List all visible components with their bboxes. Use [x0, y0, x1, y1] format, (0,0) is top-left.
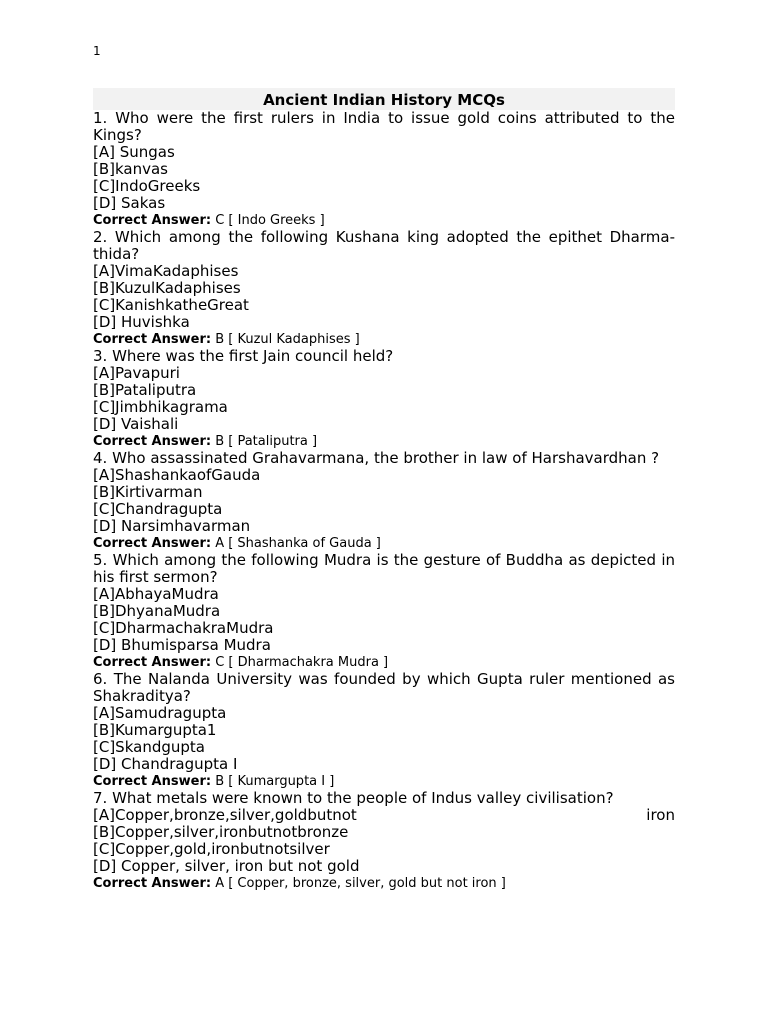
option-a: [A]Pavapuri — [93, 364, 180, 382]
question-block-6 — [93, 671, 675, 790]
option-d: [D] Narsimhavarman — [93, 517, 251, 535]
question-block-2 — [93, 229, 675, 348]
option-c: [C]Copper,gold,ironbutnotsilver — [93, 840, 330, 858]
answer-label: Correct Answer: — [93, 876, 212, 891]
answer-label: Correct Answer: — [93, 213, 212, 228]
option-a-text-end: iron — [646, 806, 675, 824]
option-d: [D] Chandragupta I — [93, 755, 238, 773]
option-c: [C]Chandragupta — [93, 500, 223, 518]
question-text: 1. Who were the first rulers in India to issue gold coins attributed to the Kings? — [93, 109, 675, 144]
question-text: 3. Where was the first Jain council held? — [93, 347, 394, 365]
option-c: [C]IndoGreeks — [93, 177, 201, 195]
correct-answer — [93, 433, 675, 450]
answer-label: Correct Answer: — [93, 536, 212, 551]
question-block-4 — [93, 450, 675, 552]
option-b: [B]Copper,silver,ironbutnotbronze — [93, 823, 349, 841]
option-c: [C]DharmachakraMudra — [93, 619, 274, 637]
correct-answer — [93, 875, 675, 892]
option-b: [B]KuzulKadaphises — [93, 279, 241, 297]
answer-label: Correct Answer: — [93, 774, 212, 789]
question-block-7 — [93, 790, 675, 892]
option-c: [C]KanishkatheGreat — [93, 296, 249, 314]
option-a: [A]Samudragupta — [93, 704, 227, 722]
option-d: [D] Sakas — [93, 194, 166, 212]
document-title: Ancient Indian History MCQs — [93, 88, 675, 110]
option-c: [C]Jimbhikagrama — [93, 398, 228, 416]
answer-value: A [ Shashanka of Gauda ] — [215, 536, 381, 551]
question-text: 7. What metals were known to the people of Indus valley civilisation? — [93, 789, 614, 807]
answer-label: Correct Answer: — [93, 332, 212, 347]
option-b: [B]DhyanaMudra — [93, 602, 221, 620]
option-a — [93, 807, 675, 824]
answer-value: C [ Indo Greeks ] — [215, 213, 325, 228]
correct-answer — [93, 654, 675, 671]
answer-value: B [ Pataliputra ] — [215, 434, 318, 449]
option-d: [D] Bhumisparsa Mudra — [93, 636, 271, 654]
answer-value: A [ Copper, bronze, silver, gold but not iron ] — [215, 876, 506, 891]
document-body — [93, 88, 675, 892]
option-d: [D] Copper, silver, iron but not gold — [93, 857, 360, 875]
option-c: [C]Skandgupta — [93, 738, 205, 756]
correct-answer — [93, 212, 675, 229]
option-d: [D] Huvishka — [93, 313, 190, 331]
question-text: 4. Who assassinated Grahavarmana, the brother in law of Harshavardhan ? — [93, 449, 660, 467]
question-text: 6. The Nalanda University was founded by which Gupta ruler mentioned as Shakraditya? — [93, 670, 675, 705]
option-a: [A]ShashankaofGauda — [93, 466, 261, 484]
option-b: [B]Pataliputra — [93, 381, 197, 399]
option-a: [A] Sungas — [93, 143, 175, 161]
answer-value: B [ Kumargupta I ] — [215, 774, 335, 789]
page-number: 1 — [93, 44, 101, 58]
option-a-text: [A]Copper,bronze,silver,goldbutnot — [93, 806, 357, 824]
option-a: [A]AbhayaMudra — [93, 585, 219, 603]
option-d: [D] Vaishali — [93, 415, 179, 433]
question-text: 5. Which among the following Mudra is the gesture of Buddha as depicted in his first sermon? — [93, 551, 675, 586]
correct-answer — [93, 773, 675, 790]
option-b: [B]Kumargupta1 — [93, 721, 217, 739]
answer-label: Correct Answer: — [93, 655, 212, 670]
answer-label: Correct Answer: — [93, 434, 212, 449]
option-b: [B]kanvas — [93, 160, 168, 178]
correct-answer — [93, 535, 675, 552]
option-a: [A]VimaKadaphises — [93, 262, 239, 280]
answer-value: B [ Kuzul Kadaphises ] — [215, 332, 360, 347]
correct-answer — [93, 331, 675, 348]
question-block-1 — [93, 110, 675, 229]
question-block-3 — [93, 348, 675, 450]
question-block-5 — [93, 552, 675, 671]
answer-value: C [ Dharmachakra Mudra ] — [215, 655, 389, 670]
question-text: 2. Which among the following Kushana king adopted the epithet Dharma-thida? — [93, 228, 675, 263]
option-b: [B]Kirtivarman — [93, 483, 203, 501]
